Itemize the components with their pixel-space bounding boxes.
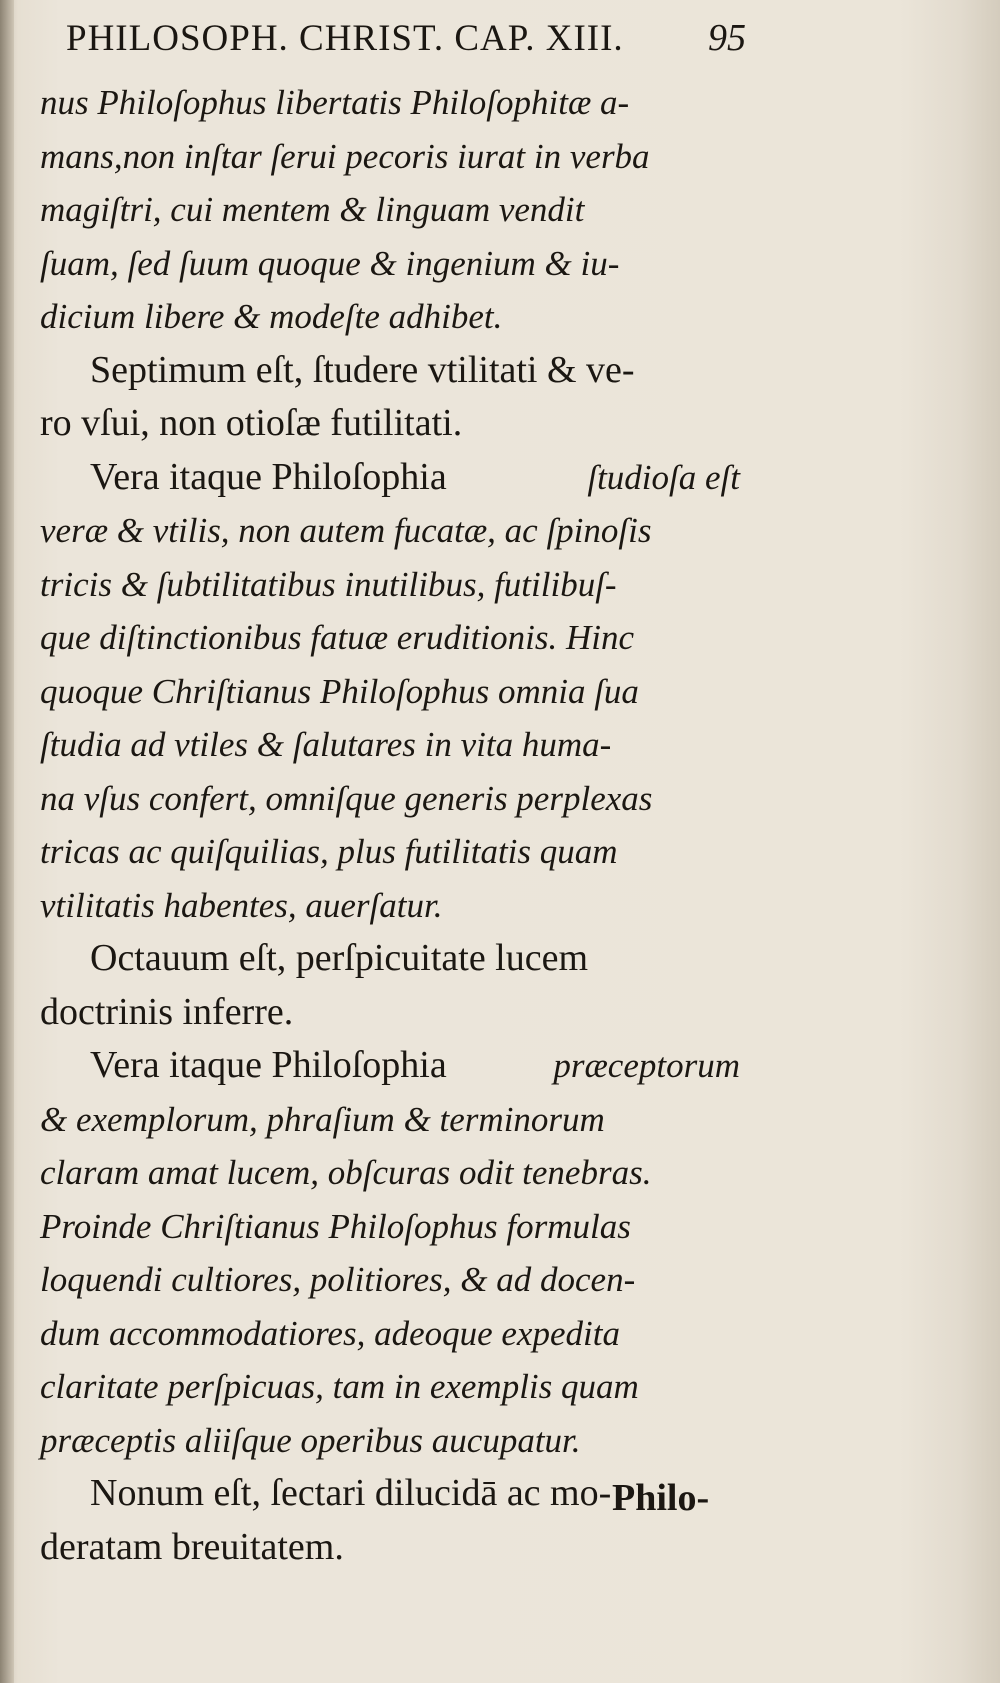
text-line: magiſtri, cui mentem & linguam vendit xyxy=(40,190,585,229)
text-line: tricis & ſubtilitatibus inutilibus, futilibuſ- xyxy=(40,564,617,604)
text-line: mans,non inſtar ſerui pecoris iurat in verba xyxy=(40,136,650,176)
italic-segment: præceptorum xyxy=(553,1046,740,1085)
text-line: dicium libere & modeſte adhibet. xyxy=(40,297,503,336)
body-text xyxy=(40,76,740,1574)
italic-segment: ſtudioſa eſt xyxy=(587,457,740,497)
text-line: tricas ac quiſquilias, plus futilitatis quam xyxy=(40,832,618,871)
text-line-mixed xyxy=(40,451,740,505)
paragraph-4 xyxy=(40,932,740,1039)
text-line: claram amat lucem, obſcuras odit tenebras. xyxy=(40,1153,652,1192)
roman-segment: Vera itaque Philoſophia xyxy=(90,455,447,498)
text-line: Proinde Chriſtianus Philoſophus formulas xyxy=(40,1206,631,1246)
text-line: ſuam, ſed ſuum quoque & ingenium & iu- xyxy=(40,243,620,283)
text-line: claritate perſpicuas, tam in exemplis quam xyxy=(40,1367,639,1406)
paragraph-2 xyxy=(40,344,740,451)
text-line: na vſus confert, omniſque generis perplexas xyxy=(40,778,653,818)
text-line: loquendi cultiores, politiores, & ad docen- xyxy=(40,1260,636,1299)
text-line: nus Philoſophus libertatis Philoſophitæ a- xyxy=(40,83,630,122)
catchword: Philo- xyxy=(612,1477,710,1519)
text-line: deratam breuitatem. xyxy=(40,1525,344,1568)
text-line: & exemplorum, phraſium & terminorum xyxy=(40,1099,605,1139)
text-line: ro vſui, non otioſæ futilitati. xyxy=(40,402,463,444)
page-number: 95 xyxy=(708,17,746,59)
text-line: Nonum eſt, ſectari dilucidā ac mo- xyxy=(90,1472,612,1514)
paragraph-1 xyxy=(40,76,740,344)
text-line: Octauum eſt, perſpicuitate lucem xyxy=(90,937,589,979)
text-line: Septimum eſt, ſtudere vtilitati & ve- xyxy=(90,348,635,391)
text-line: quoque Chriſtianus Philoſophus omnia ſua xyxy=(40,671,639,711)
paragraph-3 xyxy=(40,451,740,933)
text-line-mixed xyxy=(40,1039,740,1093)
text-line: dum accommodatiores, adeoque expedita xyxy=(40,1313,620,1353)
spine-shadow xyxy=(0,0,14,1683)
text-line: que diſtinctionibus fatuæ eruditionis. Hinc xyxy=(40,618,635,657)
roman-segment: Vera itaque Philoſophia xyxy=(90,1044,447,1086)
text-line: ſtudia ad vtiles & ſalutares in vita huma- xyxy=(40,725,612,764)
text-line: vtilitatis habentes, auerſatur. xyxy=(40,885,443,925)
text-line: veræ & vtilis, non autem fucatæ, ac ſpinoſis xyxy=(40,511,652,550)
page-header xyxy=(66,16,746,64)
text-line: præceptis aliiſque operibus aucupatur. xyxy=(40,1420,581,1460)
running-head: PHILOSOPH. CHRIST. CAP. XIII. xyxy=(66,18,624,59)
text-line: doctrinis inferre. xyxy=(40,990,294,1033)
paragraph-5 xyxy=(40,1039,740,1467)
